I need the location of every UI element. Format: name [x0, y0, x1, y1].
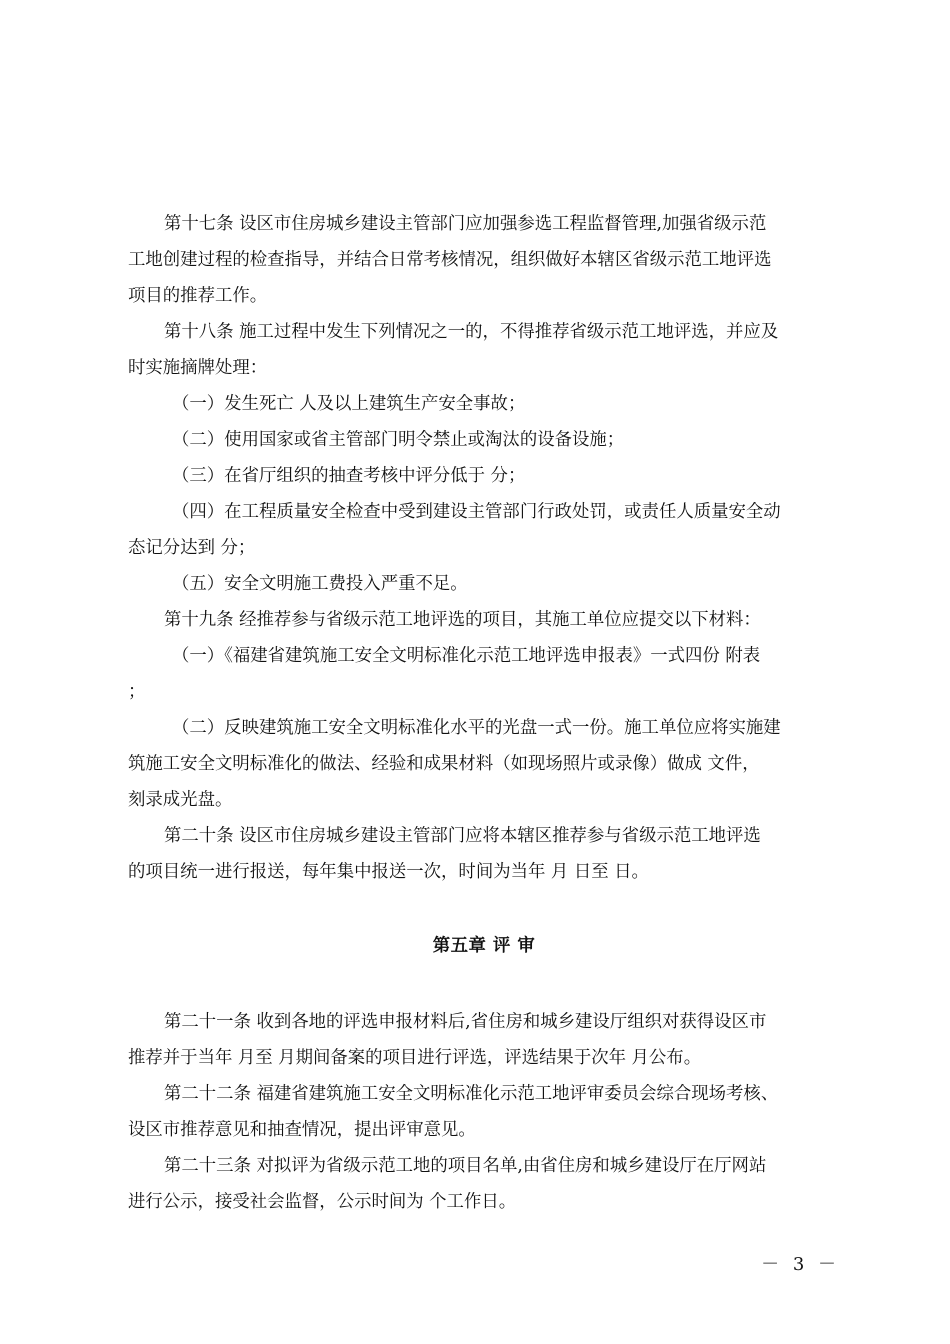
article-23-line-2: 进行公示，接受社会监督，公示时间为 个工作日。	[128, 1192, 517, 1212]
article-18-item-5-line: （五）安全文明施工费投入严重不足。	[172, 574, 468, 594]
article-19-item-2-line-2: 筑施工安全文明标准化的做法、经验和成果材料（如现场照片或录像）做成 文件，	[128, 754, 760, 774]
article-17-line-1: 第十七条 设区市住房城乡建设主管部门应加强参选工程监督管理,加强省级示范	[164, 214, 767, 234]
article-18-item-2: （二）使用国家或省主管部门明令禁止或淘汰的设备设施；	[172, 430, 625, 450]
article-18-line-2: 时实施摘牌处理：	[128, 358, 268, 378]
article-18-item-1: （一）发生死亡 人及以上建筑生产安全事故；	[172, 394, 526, 414]
article-17-line-2: 工地创建过程的检查指导，并结合日常考核情况，组织做好本辖区省级示范工地评选	[128, 250, 772, 270]
article-21	[128, 1004, 840, 1076]
article-19-item-1	[128, 638, 840, 710]
article-21-line-2: 推荐并于当年 月至 月期间备案的项目进行评选，评选结果于次年 月公布。	[128, 1048, 702, 1068]
article-19	[128, 602, 840, 638]
page-number: － 3 －	[761, 1254, 840, 1275]
article-20-line-1: 第二十条 设区市住房城乡建设主管部门应将本辖区推荐参与省级示范工地评选	[164, 826, 761, 846]
article-22-line-1: 第二十二条 福建省建筑施工安全文明标准化示范工地评审委员会综合现场考核、	[164, 1084, 779, 1104]
article-17	[128, 206, 840, 314]
article-17-line-3: 项目的推荐工作。	[128, 286, 268, 306]
article-18-items	[128, 386, 840, 494]
article-23	[128, 1148, 840, 1220]
article-18-line-1: 第十八条 施工过程中发生下列情况之一的，不得推荐省级示范工地评选，并应及	[164, 322, 779, 342]
article-21-line-1: 第二十一条 收到各地的评选申报材料后,省住房和城乡建设厅组织对获得设区市	[164, 1012, 767, 1032]
chapter-heading: 第五章 评 审	[432, 936, 536, 956]
article-22-line-2: 设区市推荐意见和抽查情况，提出评审意见。	[128, 1120, 476, 1140]
article-18-item-4-line-1: （四）在工程质量安全检查中受到建设主管部门行政处罚，或责任人质量安全动	[172, 502, 781, 522]
article-18	[128, 314, 840, 386]
article-18-item-3: （三）在省厅组织的抽查考核中评分低于 分；	[172, 466, 526, 486]
article-22	[128, 1076, 840, 1148]
article-19-item-1-line-1: （一）《福建省建筑施工安全文明标准化示范工地评选申报表》一式四份 附表	[172, 646, 761, 666]
article-20-line-2: 的项目统一进行报送，每年集中报送一次，时间为当年 月 日至 日。	[128, 862, 649, 882]
article-18-item-4-line-2: 态记分达到 分；	[128, 538, 256, 558]
article-19-item-2-line-1: （二）反映建筑施工安全文明标准化水平的光盘一式一份。施工单位应将实施建	[172, 718, 781, 738]
document-body	[128, 206, 840, 1220]
article-18-item-5	[128, 566, 840, 602]
article-19-item-1-line-2: ；	[128, 682, 146, 702]
article-19-item-2	[128, 710, 840, 818]
article-20	[128, 818, 840, 890]
article-18-item-4	[128, 494, 840, 566]
article-23-line-1: 第二十三条 对拟评为省级示范工地的项目名单,由省住房和城乡建设厅在厅网站	[164, 1156, 767, 1176]
article-19-item-2-line-3: 刻录成光盘。	[128, 790, 233, 810]
article-19-line: 第十九条 经推荐参与省级示范工地评选的项目，其施工单位应提交以下材料：	[164, 610, 761, 630]
